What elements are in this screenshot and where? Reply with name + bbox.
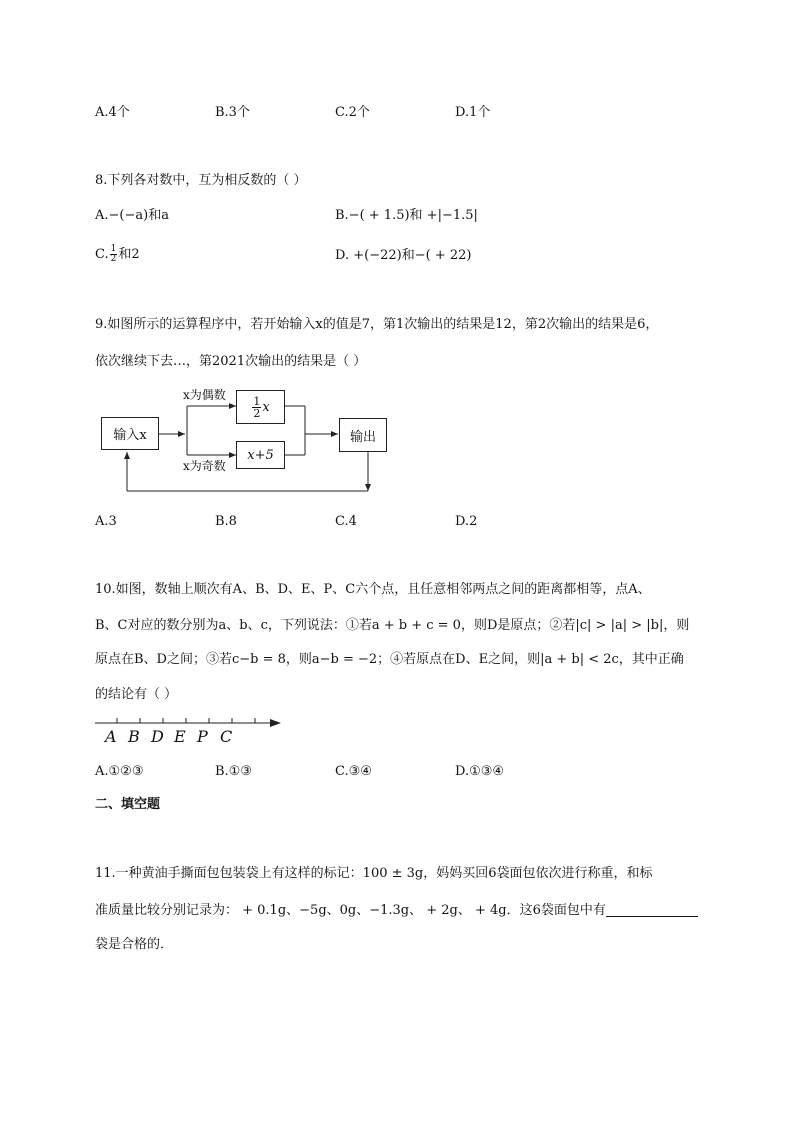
fraction-numerator: 1: [253, 394, 261, 408]
flow-output-label: 输出: [349, 429, 376, 445]
q7-option-d: D.1个: [455, 105, 491, 120]
axis-label-c: C: [220, 727, 233, 746]
axis-label-p: P: [197, 727, 208, 746]
q11-line3: 袋是合格的．: [95, 937, 174, 952]
q11-line2: [95, 904, 698, 917]
q8-option-c-suffix: 和2: [118, 247, 140, 262]
q8-option-a: A.−(−a)和a: [95, 208, 169, 223]
axis-label-a: A: [105, 727, 117, 746]
q8-option-d: D. +(−22)和−( + 22): [335, 248, 472, 263]
q7-option-a: A.4个: [95, 105, 130, 120]
flow-even-label: x为偶数: [183, 388, 226, 402]
q10-option-c: C.③④: [335, 764, 372, 779]
flow-odd-label: x为奇数: [183, 459, 226, 473]
q10-line2: B、C对应的数分别为a、b、c，下列说法：①若a + b + c = 0，则D是原点；②若|c| > |a| > |b|，则: [95, 618, 690, 633]
q9-line1: 9.如图所示的运算程序中，若开始输入x的值是7，第1次输出的结果是12，第2次输出的结果是6，: [95, 317, 659, 332]
q11-line2-text: 准质量比较分别记录为： + 0.1g、−5g、0g、−1.3g、 + 2g、 + 4g．这6袋面包中有: [95, 903, 606, 918]
section-heading: 二、填空题: [95, 797, 161, 812]
axis-label-d: D: [151, 727, 164, 746]
flow-plus5-label: x+5: [247, 447, 274, 463]
q8-stem: 8.下列各对数中，互为相反数的（ ）: [95, 173, 307, 188]
q10-option-a: A.①②③: [95, 764, 144, 779]
q7-option-c: C.2个: [335, 105, 370, 120]
axis-label-b: B: [128, 727, 140, 746]
q9-option-b: B.8: [215, 514, 237, 529]
q10-option-d: D.①③④: [455, 764, 505, 779]
q11-line1: 11.一种黄油手撕面包包装袋上有这样的标记：100 ± 3g，妈妈买回6袋面包依次进行称重，和标: [95, 866, 653, 881]
q8-option-b: B.−( + 1.5)和 +|−1.5|: [335, 208, 478, 223]
q9-line2: 依次继续下去…，第2021次输出的结果是（ ）: [95, 354, 367, 369]
q10-option-b: B.①③: [215, 764, 252, 779]
flow-half-var: x: [262, 399, 270, 415]
flow-input-label: 输入x: [113, 428, 147, 443]
q9-option-a: A.3: [95, 514, 117, 529]
fraction-numerator: 1: [110, 244, 117, 254]
q7-option-b: B.3个: [215, 105, 250, 120]
axis-label-e: E: [174, 727, 186, 746]
q9-option-c: C.4: [335, 514, 357, 529]
answer-blank[interactable]: [606, 904, 698, 917]
fraction-denominator: 2: [110, 254, 117, 264]
q8-option-c-prefix: C.: [95, 247, 109, 262]
q10-line3: 原点在B、D之间；③若c−b = 8，则a−b = −2；④若原点在D、E之间，则|a + b| < 2c，其中正确: [95, 652, 684, 667]
q10-line4: 的结论有（ ）: [95, 687, 178, 702]
fraction-denominator: 2: [253, 406, 261, 420]
q9-option-d: D.2: [455, 514, 478, 529]
q10-line1: 10.如图，数轴上顺次有A、B、D、E、P、C六个点，且任意相邻两点之间的距离都相等，点A、: [95, 582, 651, 597]
